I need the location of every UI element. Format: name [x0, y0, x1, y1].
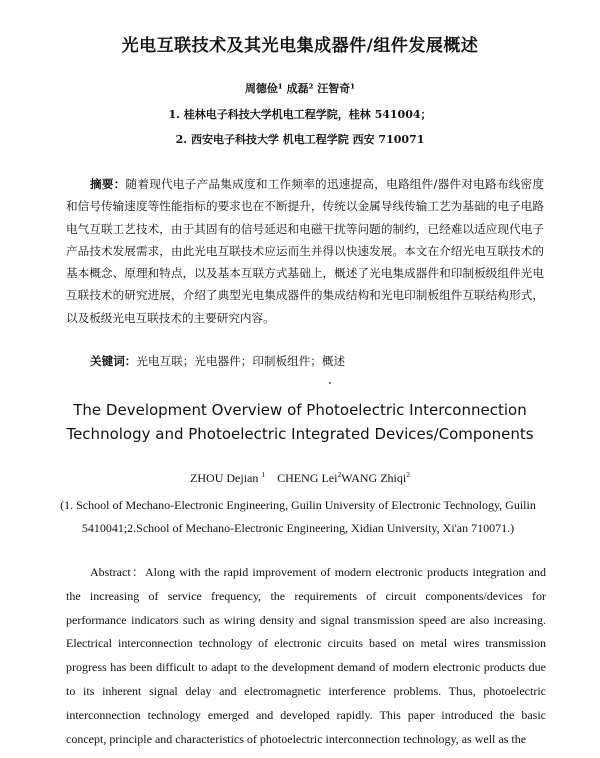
chinese-title: 光电互联技术及其光电集成器件/组件发展概述	[121, 36, 479, 56]
chinese-keywords-text: 光电互联；光电器件；印制板组件；概述	[136, 354, 346, 368]
chinese-keywords	[90, 353, 550, 369]
english-title-line-1: The Development Overview of Photoelectric Interconnection	[73, 401, 527, 419]
author-2: CHENG Lei	[277, 471, 338, 485]
chinese-authors: 周德俭¹ 成磊² 汪智奇¹	[244, 82, 356, 95]
stray-dot	[329, 382, 331, 384]
english-authors	[0, 470, 600, 486]
english-affiliation: (1. School of Mechano-Electronic Engineering, Guilin University of Electronic Technology, Guilin 5410041;2.School of Mechano-Electronic Engineering, Xidian University, Xi'an 710071.)	[60, 498, 536, 535]
english-abstract-text: Along with the rapid improvement of modern electronic products integration and the increasing of service frequency, the requirements of circuit components/devices for performance indicators such as wiring density and signal transmission speed are also increasing. Electrical interconnection technology of electronic circuits based on metal wires transmission progress has been difficult to adapt to the development demand of modern electronic products due to its inherent signal delay and electromagnetic interference problems. Thus, photoelectric interconnection technology emerged and developed rapidly. This paper introduced the basic concept, principle and characteristics of photoelectric interconnection technology, as well as the	[66, 565, 546, 746]
english-title-line-2: Technology and Photoelectric Integrated Devices/Components	[66, 425, 534, 443]
english-abstract	[66, 561, 546, 751]
author-2-sup: 2	[337, 470, 342, 479]
chinese-affiliation-2: 2. 西安电子科技大学 机电工程学院 西安 710071	[175, 133, 425, 146]
chinese-abstract-text: 随着现代电子产品集成度和工作频率的迅速提高，电路组件/器件对电路布线密度和信号传输速度等性能指标的要求也在不断提升，传统以金属导线传输工艺为基础的电子电路电气互联工艺技术，由于其固有的信号延迟和电磁干扰等问题的制约，已经难以适应现代电子产品技术发展需求，由此光电互联技术应运而生并得以快速发展。本文在介绍光电互联技术的基本概念、原理和特点，以及基本互联方式基础上，概述了光电集成器件和印制板级组件光电互联技术的研究进展，介绍了典型光电集成器件的集成结构和光电印制板组件互联结构形式，以及板级光电互联技术的主要研究内容。	[66, 177, 544, 325]
chinese-affiliation-1: 1. 桂林电子科技大学机电工程学院，桂林 541004；	[168, 108, 432, 121]
author-3-sup: 2	[406, 470, 410, 479]
english-title	[0, 398, 600, 446]
english-abstract-label: Abstract：	[90, 565, 146, 579]
author-3: WANG Zhiqi	[341, 471, 407, 485]
chinese-abstract-label: 摘要：	[90, 177, 126, 191]
chinese-keywords-label: 关键词：	[90, 354, 137, 368]
author-1: ZHOU Dejian	[190, 471, 259, 485]
author-1-sup: 1	[261, 470, 266, 479]
chinese-abstract	[66, 173, 544, 329]
